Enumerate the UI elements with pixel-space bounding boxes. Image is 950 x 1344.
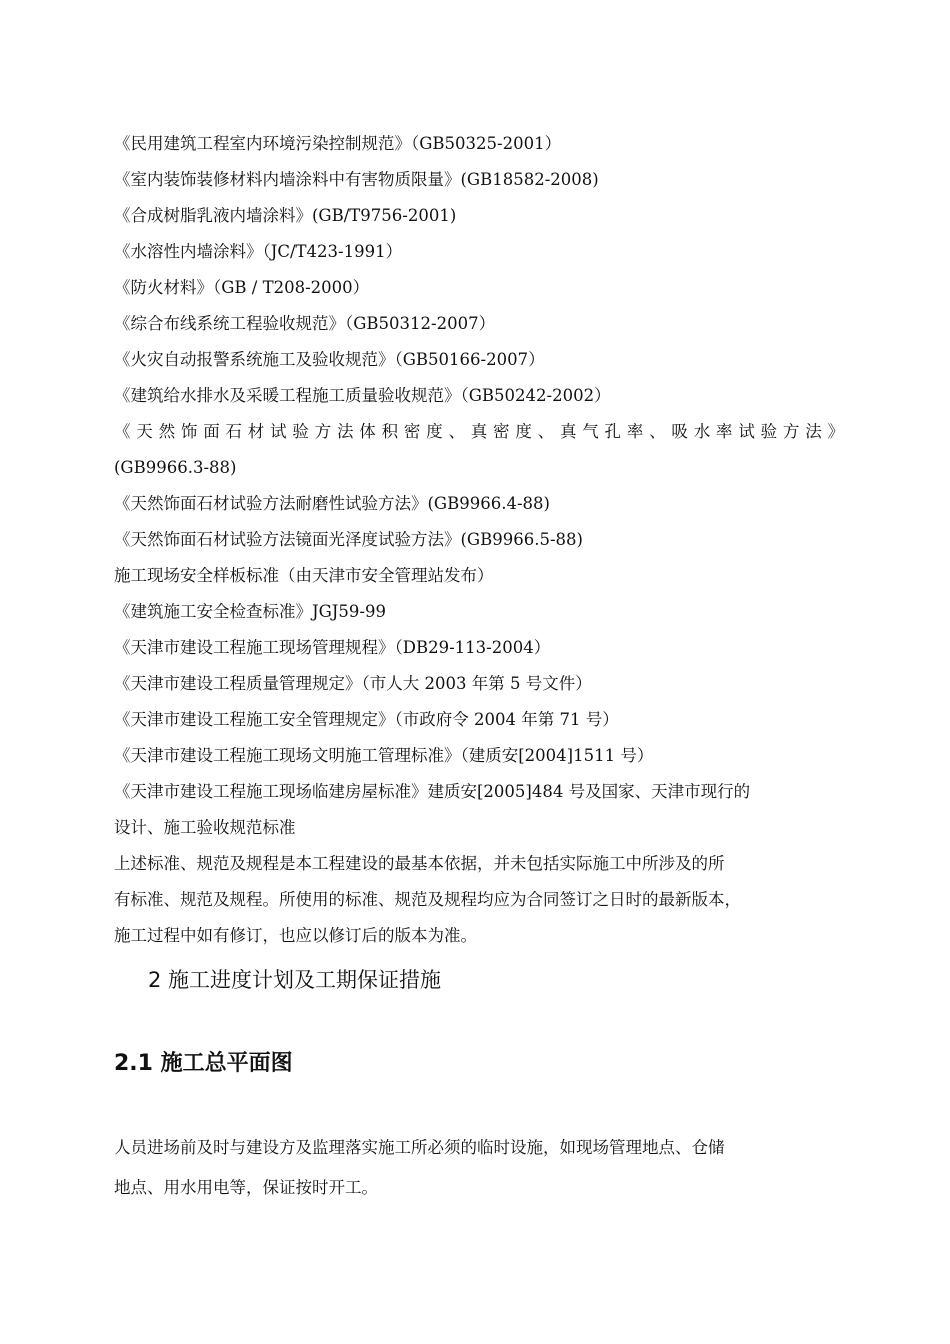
reference-item: 《天然饰面石材试验方法镜面光泽度试验方法》(GB9966.5-88) bbox=[114, 530, 583, 549]
paragraph-line: 地点、用水用电等，保证按时开工。 bbox=[114, 1178, 378, 1197]
reference-item: 《火灾自动报警系统施工及验收规范》（GB50166-2007） bbox=[114, 350, 545, 369]
reference-item: 《合成树脂乳液内墙涂料》(GB/T9756-2001) bbox=[114, 206, 457, 225]
reference-item: 《建筑施工安全检查标准》JGJ59-99 bbox=[114, 602, 386, 621]
reference-item: 《防火材料》（GB / T208-2000） bbox=[114, 278, 370, 297]
reference-item: 《建筑给水排水及采暖工程施工质量验收规范》（GB50242-2002） bbox=[114, 386, 611, 405]
body-text-line: 上述标准、规范及规程是本工程建设的最基本依据，并未包括实际施工中所涉及的所 bbox=[114, 854, 725, 873]
paragraph bbox=[114, 1128, 844, 1208]
reference-item: 《天然饰面石材试验方法耐磨性试验方法》(GB9966.4-88) bbox=[114, 494, 550, 513]
reference-item: 《天津市建设工程质量管理规定》（市人大 2003 年第 5 号文件） bbox=[114, 674, 592, 693]
reference-item: 《天津市建设工程施工安全管理规定》（市政府令 2004 年第 71 号） bbox=[114, 710, 619, 729]
reference-item: 《水溶性内墙涂料》（JC/T423-1991） bbox=[114, 242, 403, 261]
reference-item-continuation: 设计、施工验收规范标准 bbox=[114, 818, 296, 837]
body-text-line: 施工过程中如有修订，也应以修订后的版本为准。 bbox=[114, 926, 477, 945]
reference-item: 施工现场安全样板标准（由天津市安全管理站发布） bbox=[114, 566, 494, 585]
paragraph-line: 人员进场前及时与建设方及监理落实施工所必须的临时设施，如现场管理地点、仓储 bbox=[114, 1138, 725, 1157]
section-heading: 2 施工进度计划及工期保证措施 bbox=[148, 968, 442, 992]
body-text-line: 有标准、规范及规程。所使用的标准、规范及规程均应为合同签订之日时的最新版本， bbox=[114, 890, 741, 909]
reference-item: 《民用建筑工程室内环境污染控制规范》（GB50325-2001） bbox=[114, 134, 562, 153]
reference-item: 《天津市建设工程施工现场临建房屋标准》建质安[2005]484 号及国家、天津市现行的 bbox=[114, 782, 751, 801]
reference-item-continuation: (GB9966.3-88) bbox=[114, 458, 237, 477]
reference-item: 《天然饰面石材试验方法体积密度、真密度、真气孔率、吸水率试验方法》 bbox=[114, 422, 844, 441]
reference-item: 《综合布线系统工程验收规范》（GB50312-2007） bbox=[114, 314, 496, 333]
reference-item: 《天津市建设工程施工现场文明施工管理标准》（建质安[2004]1511 号） bbox=[114, 746, 654, 765]
reference-list bbox=[114, 126, 844, 954]
subsection-heading: 2.1 施工总平面图 bbox=[114, 1051, 293, 1076]
reference-item: 《天津市建设工程施工现场管理规程》（DB29-113-2004） bbox=[114, 638, 551, 657]
reference-item: 《室内装饰装修材料内墙涂料中有害物质限量》(GB18582-2008) bbox=[114, 170, 599, 189]
